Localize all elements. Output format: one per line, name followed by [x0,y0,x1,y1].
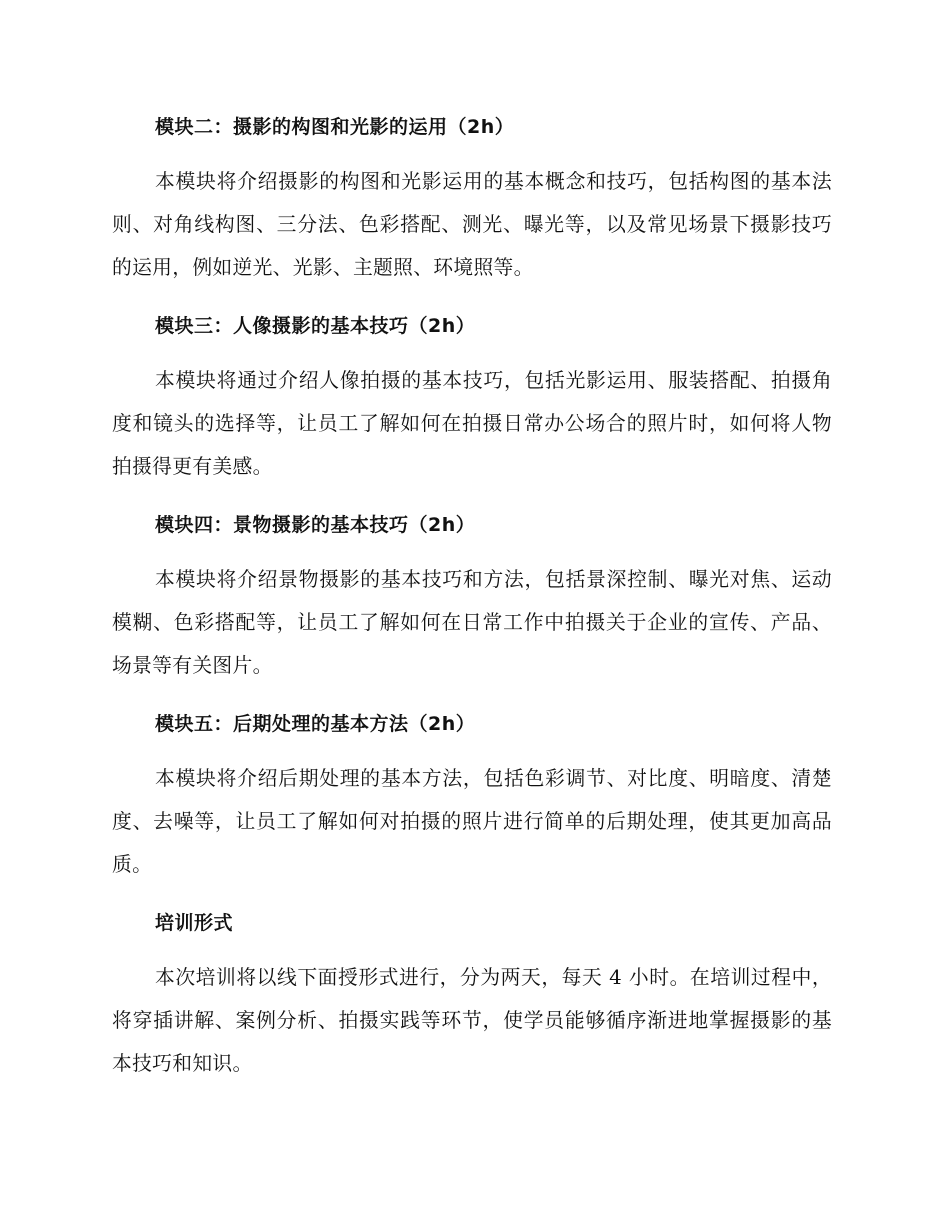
section-heading-training-format: 培训形式 [155,912,234,934]
section-heading-module-3: 模块三：人像摄影的基本技巧（2h） [155,315,476,337]
section-body-module-5: 本模块将介绍后期处理的基本方法，包括色彩调节、对比度、明暗度、清楚度、去噪等，让员工了解如何对拍摄的照片进行简单的后期处理，使其更加高品质。 [112,767,832,876]
section-body-module-4: 本模块将介绍景物摄影的基本技巧和方法，包括景深控制、曝光对焦、运动模糊、色彩搭配等，让员工了解如何在日常工作中拍摄关于企业的宣传、产品、场景等有关图片。 [112,568,832,677]
section-body-module-2: 本模块将介绍摄影的构图和光影运用的基本概念和技巧，包括构图的基本法则、对角线构图、三分法、色彩搭配、测光、曝光等，以及常见场景下摄影技巧的运用，例如逆光、光影、主题照、环境照等。 [112,170,832,279]
section-body-module-3: 本模块将通过介绍人像拍摄的基本技巧，包括光影运用、服装搭配、拍摄角度和镜头的选择等，让员工了解如何在拍摄日常办公场合的照片时，如何将人物拍摄得更有美感。 [112,369,832,478]
section-heading-module-4: 模块四：景物摄影的基本技巧（2h） [155,514,476,536]
section-heading-module-5: 模块五：后期处理的基本方法（2h） [155,713,476,735]
section-body-training-format: 本次培训将以线下面授形式进行，分为两天，每天 4 小时。在培训过程中，将穿插讲解、案例分析、拍摄实践等环节，使学员能够循序渐进地掌握摄影的基本技巧和知识。 [112,966,832,1075]
section-heading-module-2: 模块二：摄影的构图和光影的运用（2h） [155,116,515,138]
